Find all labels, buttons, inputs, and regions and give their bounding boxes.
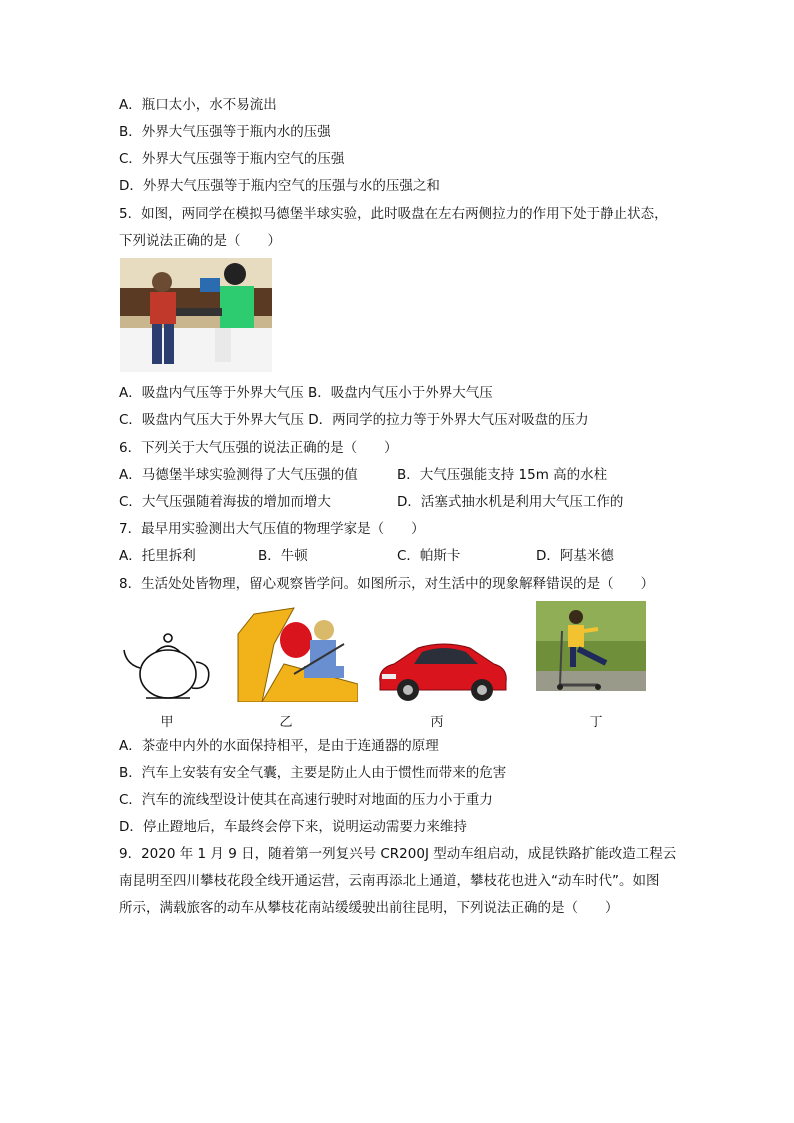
q8-option-b: B．汽车上安装有安全气囊，主要是防止人由于惯性而带来的危害	[119, 765, 507, 781]
q9-stem-line1: 9．2020 年 1 月 9 日，随着第一列复兴号 CR200J 型动车组启动，成昆铁路扩能改造工程云	[119, 846, 677, 862]
q9-stem-line3: 所示，满载旅客的动车从攀枝花南站缓缓驶出前往昆明，下列说法正确的是（ ）	[119, 900, 619, 916]
q5-options-row2: C．吸盘内气压大于外界大气压 D．两同学的拉力等于外界大气压对吸盘的压力	[119, 412, 589, 428]
q8-option-c: C．汽车的流线型设计使其在高速行驶时对地面的压力小于重力	[119, 792, 493, 808]
q6-stem: 6．下列关于大气压强的说法正确的是（ ）	[119, 440, 398, 456]
caption-yi: 乙	[279, 715, 293, 730]
q7-option-d: D．阿基米德	[536, 548, 614, 564]
q4-option-b: B．外界大气压强等于瓶内水的压强	[119, 124, 331, 140]
q7-option-b: B．牛顿	[258, 548, 308, 564]
q6-option-b: B．大气压强能支持 15m 高的水柱	[397, 467, 608, 483]
teapot-figure	[120, 628, 216, 704]
q6-option-d: D．活塞式抽水机是利用大气压工作的	[397, 494, 624, 510]
q4-option-d: D．外界大气压强等于瓶内空气的压强与水的压强之和	[119, 178, 440, 194]
q5-options-row1: A．吸盘内气压等于外界大气压 B．吸盘内气压小于外界大气压	[119, 385, 493, 401]
q4-option-a: A．瓶口太小，水不易流出	[119, 97, 277, 113]
q5-stem-line1: 5．如图，两同学在模拟马德堡半球实验，此时吸盘在左右两侧拉力的作用下处于静止状态，	[119, 206, 668, 222]
q8-option-a: A．茶壶中内外的水面保持相平，是由于连通器的原理	[119, 738, 439, 754]
q5-stem-line2: 下列说法正确的是（ ）	[119, 233, 281, 249]
q7-option-a: A．托里拆利	[119, 548, 196, 564]
q5-photo-suction-cup-experiment	[120, 258, 272, 372]
red-car-figure	[374, 634, 510, 704]
caption-ding: 丁	[589, 715, 603, 730]
q6-option-a: A．马德堡半球实验测得了大气压强的值	[119, 467, 358, 483]
scooter-boy-figure	[536, 601, 646, 691]
q4-option-c: C．外界大气压强等于瓶内空气的压强	[119, 151, 345, 167]
q8-option-d: D．停止蹬地后，车最终会停下来，说明运动需要力来维持	[119, 819, 467, 835]
q7-stem: 7．最早用实验测出大气压值的物理学家是（ ）	[119, 521, 425, 537]
q8-stem: 8．生活处处皆物理，留心观察皆学问。如图所示，对生活中的现象解释错误的是（ ）	[119, 576, 655, 592]
airbag-crash-figure	[234, 604, 358, 702]
q7-option-c: C．帕斯卡	[397, 548, 461, 564]
q6-option-c: C．大气压强随着海拔的增加而增大	[119, 494, 331, 510]
q9-stem-line2: 南昆明至四川攀枝花段全线开通运营，云南再添北上通道，攀枝花也进入“动车时代”。如图	[119, 873, 660, 889]
caption-bing: 丙	[430, 715, 444, 730]
caption-jia: 甲	[160, 715, 174, 730]
